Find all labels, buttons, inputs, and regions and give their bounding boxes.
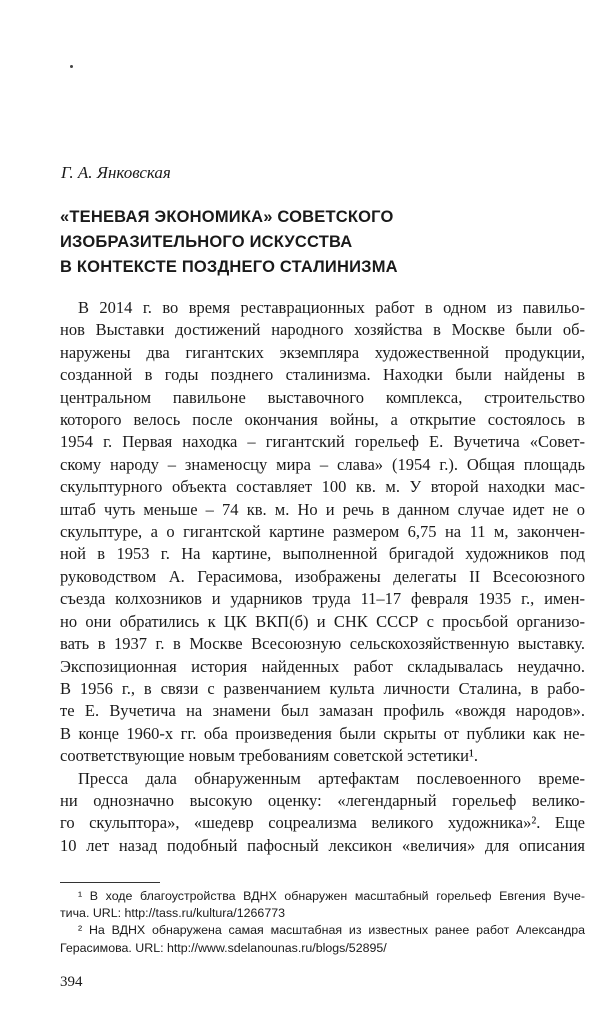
footnote-line: ² На ВДНХ обнаружена самая масштабная из известных ранее работ Александра [78,923,585,938]
page-number: 394 [60,974,83,990]
footnote-line: тича. URL: http://tass.ru/kultura/1266773 [60,906,285,921]
paragraph-2 [60,768,585,858]
text-line: вать в 1937 г. в Москве Всесоюзную сельскохозяйственную выставку. [60,634,585,654]
scan-speck [70,65,73,68]
article-title [60,205,560,280]
article-body [60,297,585,857]
text-line: Пресса дала обнаруженным артефактам послевоенного време- [78,768,585,788]
text-line: скульптуре, а о гигантской картине размером 6,75 на 11 м, закончен- [60,522,585,542]
text-line: съезда колхозников и ударников труда 11–17 февраля 1935 г., имен- [60,589,585,609]
text-line: го скульптора», «шедевр соцреализма великого художника»². Еще [60,813,585,833]
title-line: ИЗОБРАЗИТЕЛЬНОГО ИСКУССТВА [60,233,353,251]
text-line: те Е. Вучетича на знамени был замазан профиль «вождя народов». [60,701,585,721]
footnote-divider [60,882,160,883]
footnote-line: Герасимова. URL: http://www.sdelanounas.ru/blogs/52895/ [60,940,387,955]
text-line: соответствующие новым требованиям советской эстетики¹. [60,746,479,766]
text-line: скому народу – знаменосцу мира – слава» (1954 г.). Общая площадь [60,454,585,474]
text-line: В 1956 г., в связи с развенчанием культа личности Сталина, в рабо- [60,678,585,698]
text-line: ни однозначно высокую оценку: «легендарный горельеф велико- [60,790,585,810]
text-line: ной в 1953 г. На картине, выполненной бригадой художников под [60,544,585,564]
footnotes [60,888,585,957]
text-line: нов Выставки достижений народного хозяйства в Москве были об- [60,320,585,340]
text-line: 1954 г. Первая находка – гигантский горельеф Е. Вучетича «Совет- [60,432,585,452]
text-line: скульптурного объекта составляет 100 кв. м. У второй находки мас- [60,477,585,497]
text-line: В конце 1960-х гг. оба произведения были скрыты от публики как не- [60,723,585,743]
text-line: созданной в годы позднего сталинизма. Находки были найдены в [60,365,585,385]
paragraph-1 [60,297,585,768]
text-line: центральном павильоне выставочного комплекса, строительство [60,387,585,407]
text-line: В 2014 г. во время реставрационных работ в одном из павильо- [78,298,585,317]
text-line: которого велось после окончания войны, а открытие состоялось в [60,410,585,430]
text-line: руководством А. Герасимова, изображены делегаты II Всесоюзного [60,566,585,586]
text-line: наружены два гигантских экземпляра художественной продукции, [60,342,585,362]
text-line: Экспозиционная история найденных работ складывалась неудачно. [60,656,585,676]
text-line: 10 лет назад подобный пафосный лексикон «величия» для описания [60,835,585,855]
title-line: В КОНТЕКСТЕ ПОЗДНЕГО СТАЛИНИЗМА [60,258,398,276]
footnote-2 [60,922,585,956]
footnote-1 [60,888,585,922]
author-name: Г. А. Янковская [61,163,171,182]
text-line: но они обратились к ЦК ВКП(б) и СНК СССР с просьбой организо- [60,611,585,631]
title-line: «ТЕНЕВАЯ ЭКОНОМИКА» СОВЕТСКОГО [60,208,394,226]
text-line: штаб чуть меньше – 74 кв. м. Но и речь в данном случае идет не о [60,499,585,519]
footnote-line: ¹ В ходе благоустройства ВДНХ обнаружен масштабный горельеф Евгения Вуче- [78,889,585,903]
